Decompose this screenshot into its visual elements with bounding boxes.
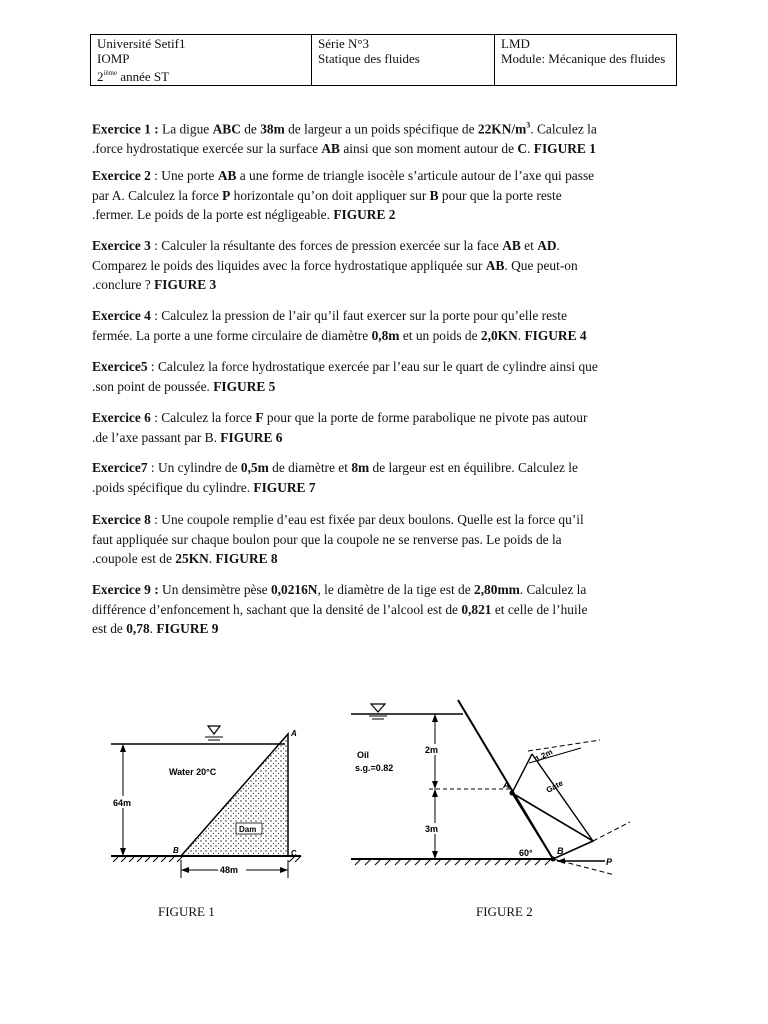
exercise-5: Exercice5 : Calculez la force hydrostatique exercée par l’eau sur le quart de cylindre ainsi que .son point de poussée. FIGURE 5 [92, 359, 598, 394]
university-name: Université Setif1 [97, 36, 186, 51]
free-surface-icon [371, 704, 385, 712]
figure-ref: FIGURE 9 [156, 621, 219, 636]
exercise-3: Exercice 3 : Calculer la résultante des forces de pression exercée sur la face AB et AD. Comparez le poids des liquides avec la force hydrostatique appliquée sur AB. Que peut-on .conclure ? FIGURE 3 [92, 238, 578, 292]
point-a-label: A [291, 729, 297, 738]
institute-name: IOMP [97, 51, 130, 66]
depth-1-label: 2m [425, 745, 439, 755]
figure-ref: FIGURE 6 [220, 429, 283, 445]
figure-ref: FIGURE 8 [215, 551, 278, 566]
figure-ref: FIGURE 1 [533, 140, 596, 156]
series-number: Série N°3 [318, 36, 370, 51]
series-topic: Statique des fluides [318, 51, 420, 66]
figure-2-gate-diagram [345, 696, 635, 882]
exercise-9: Exercice 9 : Un densimètre pèse 0,0216N, le diamètre de la tige est de 2,80mm. Calculez la différence d’enfoncement h, sachant que la densité de l’alcool est de 0,821 et celle de l’huile est de 0,78. FIGURE 9 [92, 582, 588, 636]
module-name: Module: Mécanique des fluides [501, 51, 666, 66]
header-cell-series [312, 35, 495, 85]
exercise-7: Exercice7 : Un cylindre de 0,5m de diamètre et 8m de largeur est en équilibre. Calculez le .poids spécifique du cylindre. FIGURE 7 [92, 460, 578, 495]
point-b-label: B [557, 846, 564, 856]
point-a-label: A [503, 780, 510, 790]
gate-label: Gate [544, 778, 565, 795]
point-c-label: C [291, 849, 297, 858]
force-p-label: P [606, 857, 613, 867]
exercise-6: Exercice 6 : Calculez la force F pour que la porte de forme parabolique ne pivote pas autour .de l’axe passant par B. FIGURE 6 [92, 410, 588, 445]
height-label: 64m [113, 798, 132, 808]
width-label: 48m [220, 865, 239, 875]
hinge-b [551, 857, 556, 862]
figure-2-caption: FIGURE 2 [476, 904, 533, 919]
dam-label: Dam [239, 825, 257, 834]
exercise-4: Exercice 4 : Calculez la pression de l’air qu’il faut exercer sur la porte pour qu’elle reste fermée. La porte a une forme circulaire de diamètre 0,8m et un poids de 2,0KN. FIGURE 4 [92, 308, 587, 343]
figure-ref: FIGURE 2 [333, 207, 396, 222]
header-cell-module [495, 35, 676, 85]
free-surface-icon [208, 726, 220, 734]
hinge-a [510, 791, 515, 796]
depth-2-label: 3m [425, 824, 439, 834]
header-cell-university [91, 35, 312, 85]
exercise-8: Exercice 8 : Une coupole remplie d’eau est fixée par deux boulons. Quelle est la force qu’il faut appliquée sur chaque boulon pour que la coupole ne se renverse pas. Le poids de la .coupole est de 25KN. FIGURE 8 [92, 512, 584, 566]
figure-ref: FIGURE 5 [213, 378, 276, 394]
figure-ref: FIGURE 7 [253, 479, 316, 495]
exercise-1: Exercice 1 : La digue ABC de 38m de largeur a un poids spécifique de $22KN/m^3$. Calculez la .force hydrostatique exercée sur la surface AB ainsi que son moment autour de C. FIGURE 1 [92, 121, 597, 156]
program-name: LMD [501, 36, 530, 51]
figure-1-caption: FIGURE 1 [158, 904, 215, 919]
dam-body [181, 734, 288, 856]
water-label: Water 20°C [169, 767, 217, 777]
header-table [90, 34, 677, 86]
gate-width-label: 1.2m [533, 747, 555, 764]
exercise-2: Exercice 2 : Une porte AB a une forme de triangle isocèle s’articule autour de l’axe qui passe par A. Calculez la force P horizontale qu’on doit appliquer sur B pour que la porte reste .fermer. Le poids de la porte est négligeable. FIGURE 2 [92, 168, 595, 222]
angle-label: 60° [519, 848, 533, 858]
gate-edge [512, 754, 532, 793]
figure-1-dam-diagram [105, 720, 305, 882]
figure-ref: FIGURE 4 [524, 327, 587, 343]
oil-label: Oil [357, 750, 370, 760]
specific-gravity-label: s.g.=0.82 [355, 763, 394, 773]
year-level: 2ième année ST [97, 69, 170, 84]
figure-ref: FIGURE 3 [154, 277, 217, 292]
point-b-label: B [173, 846, 179, 855]
